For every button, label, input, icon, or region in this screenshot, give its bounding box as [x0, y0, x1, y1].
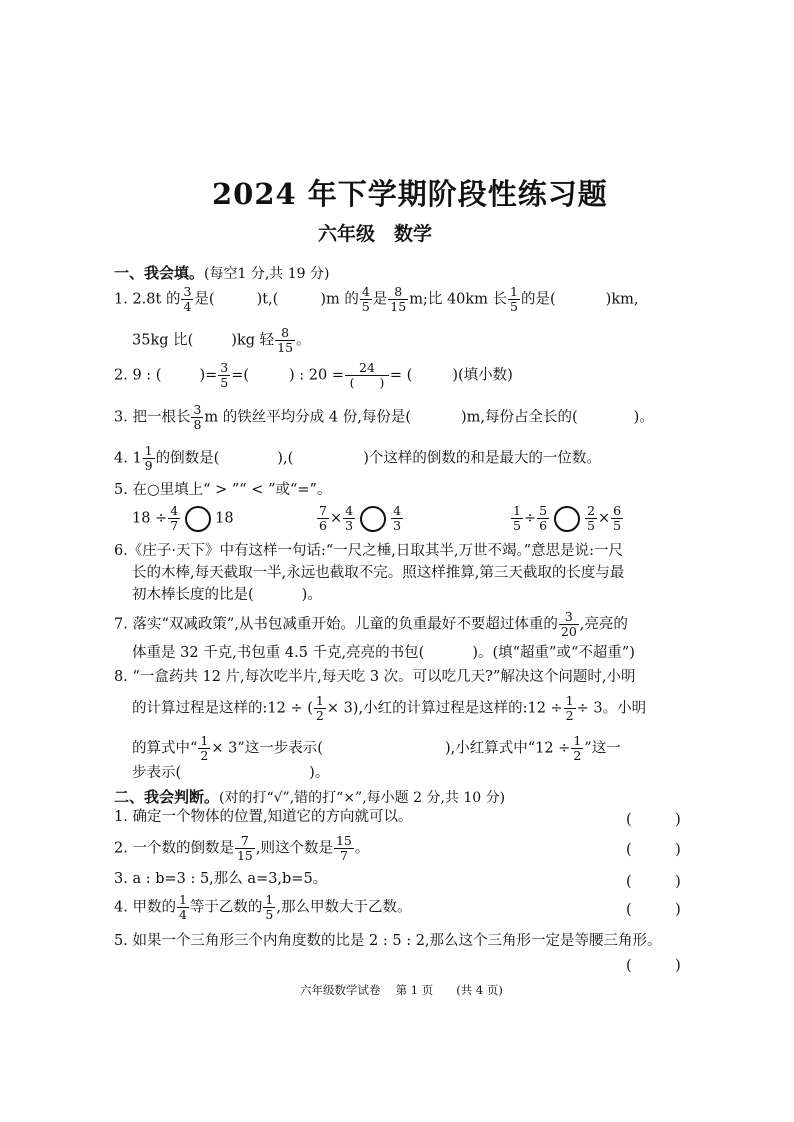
judge-5-answer[interactable]: ( ) [626, 958, 681, 974]
question-3: 3. 把一根长 $\frac{3}{8}$ m 的铁丝平均分成 4 份,每份是( )m,每份占全长的( )。 [114, 402, 654, 432]
judge-3-answer[interactable]: ( ) [626, 874, 681, 890]
question-7-line-2: 体重是 32 千克,书包重 4.5 千克,亮亮的书包( )。(填“超重”或“不超重”) [132, 645, 635, 661]
compare-circle-3[interactable] [554, 506, 580, 532]
section-2-heading: 二、我会判断。(对的打“√”,错的打“×”,每小题 2 分,共 10 分) [114, 788, 506, 806]
judge-2: 2. 一个数的倒数是 $\frac{7}{15}$ ,则这个数是 $\frac{15}{7}$ 。 [114, 833, 370, 863]
judge-2-answer[interactable]: ( ) [626, 842, 681, 858]
section-1-heading: 一、我会填。(每空1 分,共 19 分) [114, 264, 330, 282]
judge-5: 5. 如果一个三角形三个内角度数的比是 2 : 5 : 2,那么这个三角形一定是等腰三角形。 [114, 933, 662, 949]
compare-circle-2[interactable] [360, 506, 386, 532]
question-8-line-3: 的算式中“ $\frac{1}{2}$ × 3”这一步表示( ),小红算式中“12 ÷ $\frac{1}{2}$ ”这一 [132, 733, 621, 763]
judge-4: 4. 甲数的 $\frac{1}{4}$ 等于乙数的 $\frac{1}{5}$ ,那么甲数大于乙数。 [114, 892, 412, 922]
question-1-line-2: 35kg 比( )kg 轻 $\frac{8}{15}$ 。 [132, 325, 311, 355]
question-6-line-2: 长的木棒,每天截取一半,永远也截取不完。照这样推算,第三天截取的长度与最 [132, 565, 625, 581]
page-footer: 六年级数学试卷 第 1 页 (共 4 页) [300, 983, 503, 997]
judge-1: 1. 确定一个物体的位置,知道它的方向就可以。 [114, 809, 413, 825]
judge-4-answer[interactable]: ( ) [626, 902, 681, 918]
compare-circle-1[interactable] [185, 506, 211, 532]
question-5-expr-1: 18 ÷ $\frac{4}{7}$ 18 [132, 503, 234, 533]
question-2: 2. 9 : ( )= $\frac{3}{5}$ =( ) : 20 = 24 ( ) = ( )(填小数) [114, 360, 513, 390]
judge-1-answer[interactable]: ( ) [626, 812, 681, 828]
judge-3: 3. a : b=3 : 5,那么 a=3,b=5。 [114, 871, 328, 887]
question-5-expr-2: $\frac{7}{6}$ × $\frac{4}{3}$ $\frac{4}{3}$ [319, 503, 402, 533]
question-8-line-4: 步表示( )。 [132, 765, 330, 781]
page-title: 2024 年下学期阶段性练习题 [212, 177, 608, 211]
question-1-line-1: 1. 2.8t 的 $\frac{3}{4}$ 是( )t,( )m 的 $\frac{4}{5}$ 是 $\frac{8}{15}$ m;比 40km 长 $\frac{1}{5}$ 的是( )km, [114, 284, 639, 314]
question-4: 4. 1 $\frac{1}{9}$ 的倒数是( ),( )个这样的倒数的和是最大的一位数。 [114, 443, 601, 473]
question-5-prompt: 5. 在○里填上“ > ”“ < ”或“=”。 [114, 482, 332, 498]
question-8-line-2: 的计算过程是这样的:12 ÷ ( $\frac{1}{2}$ × 3),小红的计算过程是这样的:12 ÷ $\frac{1}{2}$ ÷ 3。小明 [132, 693, 647, 723]
question-8-line-1: 8. “一盒药共 12 片,每次吃半片,每天吃 3 次。可以吃几天?”解决这个问题时,小明 [114, 669, 636, 685]
page-subtitle: 六年级 数学 [318, 223, 433, 245]
question-5-expr-3: $\frac{1}{5}$ ÷ $\frac{5}{6}$ $\frac{2}{5}$ × $\frac{6}{5}$ [513, 503, 622, 533]
question-6-line-1: 6.《庄子·天下》中有这样一句话:“一尺之棰,日取其半,万世不竭。”意思是说:一尺 [114, 543, 624, 559]
question-6-line-3: 初木棒长度的比是( )。 [132, 587, 322, 603]
question-7-line-1: 7. 落实“双减政策”,从书包减重开始。儿童的负重最好不要超过体重的 $\frac{3}{20}$ ,亮亮的 [114, 609, 628, 639]
